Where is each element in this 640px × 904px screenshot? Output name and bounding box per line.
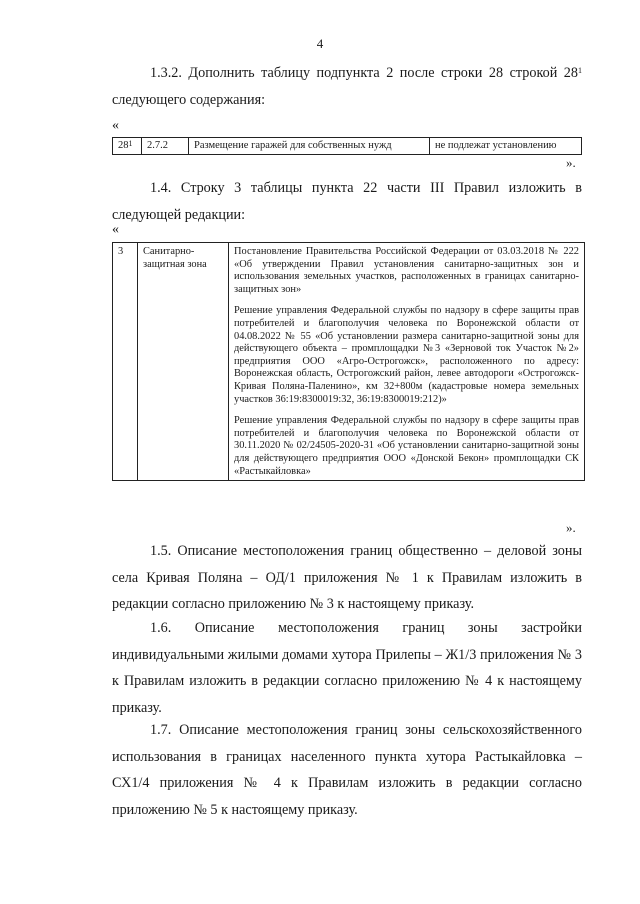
page-number: 4 [316, 36, 324, 51]
table-row-28-1 [112, 137, 582, 155]
cell-code: 2.7.2 [142, 138, 189, 155]
cell-num: $28^1$ [113, 138, 142, 155]
paragraph-1-6: 1.6. Описание местоположения границ зоны застройки индивидуальными жилыми домами хутора Прилепы – Ж1/3 приложения № 3 к Правилам изложить в редакции согласно приложению № 4 к настоящему приказу. [112, 620, 582, 716]
document-3: Решение управления Федеральной службы по надзору в сфере защиты прав потребителей и благополучия человека по Воронежской области от 30.11.2020 № 02/24505-2020-31 «Об установлении санитарно-защитной зоны для действующего предприятия ООО «Донской Бекон» промплощадки СК «Растыкайловка» [234, 415, 579, 477]
paragraph-1-3-2 [112, 60, 582, 113]
table-row [113, 243, 585, 481]
table-row-3 [112, 242, 585, 481]
table-row [113, 138, 582, 155]
cell-documents [229, 243, 585, 481]
paragraph-1-4: 1.4. Строку 3 таблицы пункта 22 части III Правил изложить в следующей редакции: [112, 180, 582, 223]
paragraph-1-5: 1.5. Описание местоположения границ общественно – деловой зоны села Кривая Поляна – ОД/1 приложения № 1 к Правилам изложить в редакции согласно приложению № 3 к настоящему приказу. [112, 543, 582, 612]
open-quote-2: « [112, 222, 119, 237]
close-quote-2: ». [566, 520, 576, 535]
paragraph-1-3-2-sup: 1 [578, 66, 582, 75]
cell-value: не подлежат установлению [430, 138, 582, 155]
paragraph-1-3-2-text: 1.3.2. Дополнить таблицу подпункта 2 после строки 28 строкой 28 [150, 65, 578, 81]
document-2: Решение управления Федеральной службы по надзору в сфере защиты прав потребителей и благополучия человека по Воронежской области от 04.08.2022 № 55 «Об установлении размера санитарно-защитной зоны для действующего объекта – промплощадки №3 «Зерновой ток Участок №2» предприятия ООО «Агро-Острогожск», расположенного по адресу: Воронежская область, Острогожский район, левее автодороги «Острогожск-Кривая Поляна-Паленино», км 32+800м (кадастровые номера земельных участков 36:19:8300019:32, 36:19:8300019:212)» [234, 305, 579, 405]
cell-zone: Санитарно-защитная зона [138, 243, 229, 481]
cell-row-number: 3 [113, 243, 138, 481]
cell-name: Размещение гаражей для собственных нужд [189, 138, 430, 155]
paragraph-1-3-2-text2: следующего содержания: [112, 91, 266, 108]
document-1: Постановление Правительства Российской Федерации от 03.03.2018 № 222 «Об утверждении Правил установления санитарно-защитных зон и использования земельных участков, расположенных в границах санитарно-защитных зон» [234, 246, 579, 295]
close-quote-1: ». [566, 155, 576, 170]
open-quote-1: « [112, 118, 119, 133]
paragraph-1-7: 1.7. Описание местоположения границ зоны сельскохозяйственного использования в границах населенного пункта хутора Растыкайловка – СХ1/4 приложения № 4 к Правилам изложить в редакции согласно приложению № 5 к настоящему приказу. [112, 722, 582, 818]
